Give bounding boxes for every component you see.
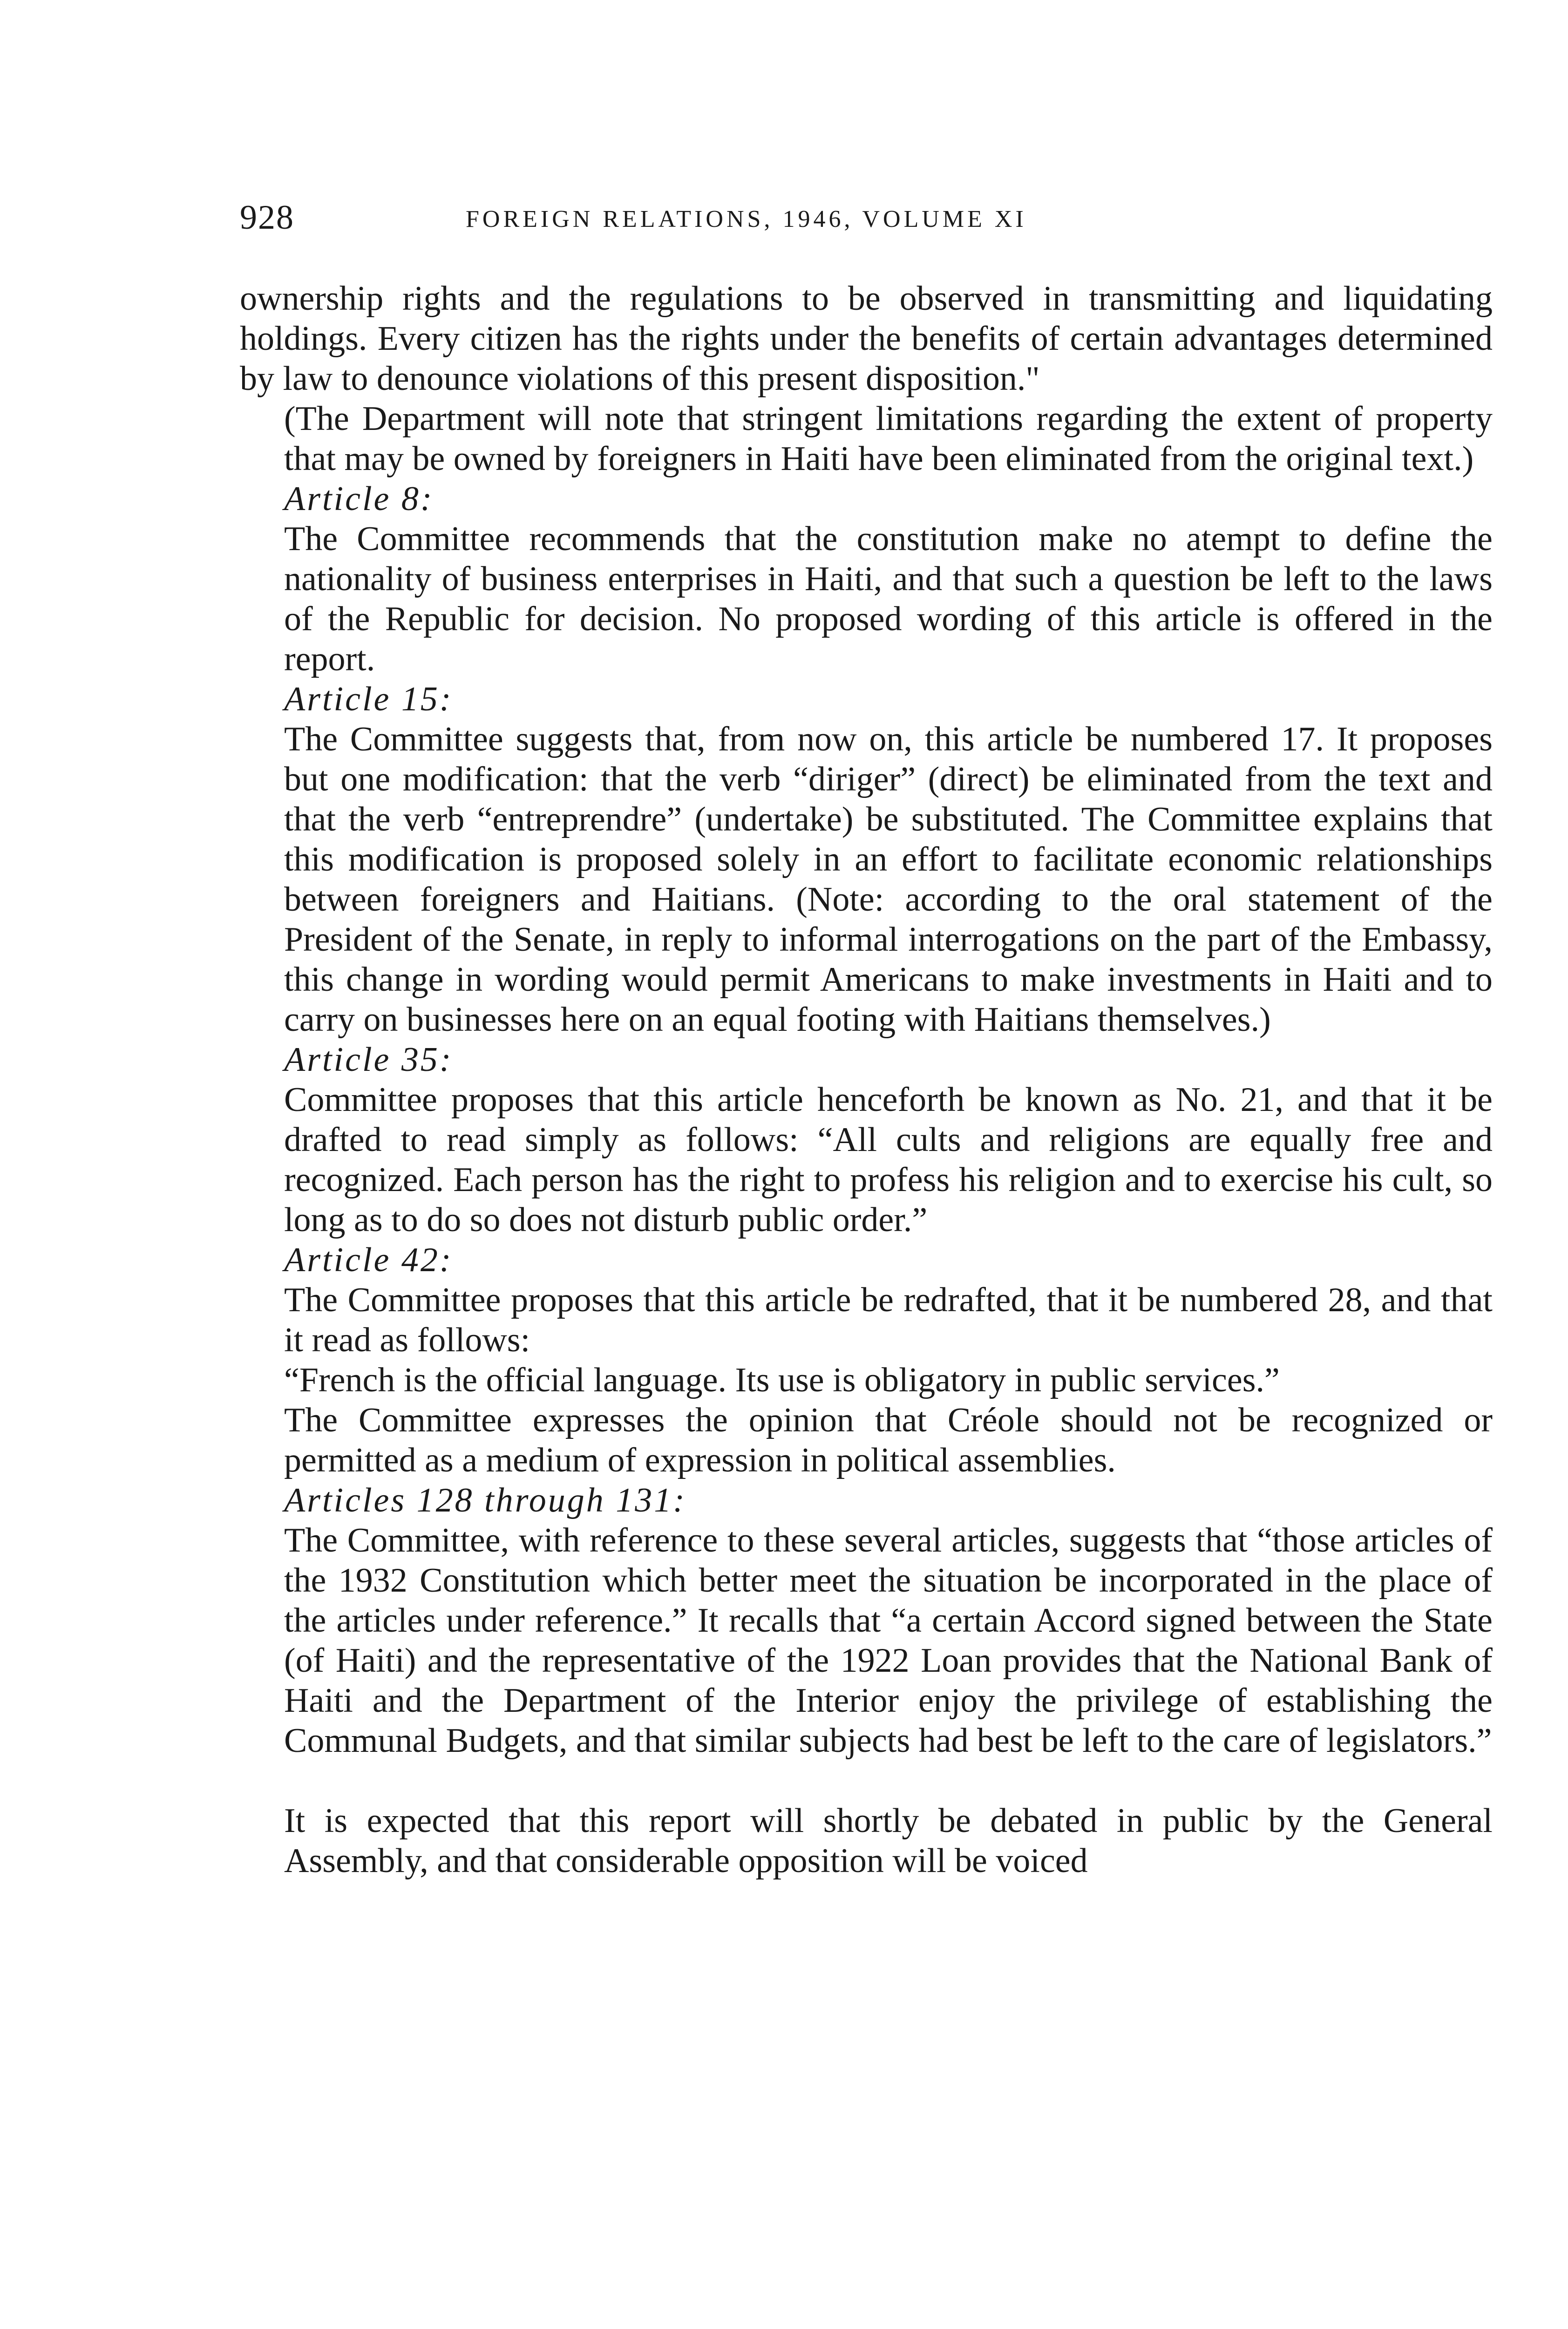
articles-128-131-heading: Articles 128 through 131: [284, 1481, 686, 1519]
paragraph-continuation: ownership rights and the regulations to be observed in transmitting and liquidating holdings. Every citizen has the rights under the benefits of certain advantages determined by law to denounce violations of this present disposition." [240, 279, 1493, 398]
article-35-text: Committee proposes that this article henceforth be known as No. 21, and that it be drafted to read simply as follows: “All cults and religions are equally free and recognized. Each person has the right to profess his religion and to exercise his cult, so long as to do so does not disturb public order.” [284, 1081, 1493, 1239]
article-42-opinion: The Committee expresses the opinion that Créole should not be recognized or permitted as a medium of expression in political assemblies. [284, 1401, 1493, 1479]
page-header [240, 198, 1493, 240]
article-42-quote: “French is the official language. Its use is obligatory in public services.” [284, 1361, 1280, 1399]
article-15-heading: Article 15: [284, 680, 453, 718]
paragraph-department-note: (The Department will note that stringent limitations regarding the extent of property that may be owned by foreigners in Haiti have been eliminated from the original text.) [284, 400, 1493, 478]
article-42-heading: Article 42: [284, 1241, 453, 1279]
article-8-heading: Article 8: [284, 480, 434, 518]
articles-128-131-text: The Committee, with reference to these several articles, suggests that “those articles of the 1932 Constitution which better meet the situation be incorporated in the place of the articles under reference.” It recalls that “a certain Accord signed between the State (of Haiti) and the representative of the 1922 Loan provides that the National Bank of Haiti and the Department of the Interior enjoy the privilege of establishing the Communal Budgets, and that similar subjects had best be left to the care of legislators.” [284, 1521, 1493, 1760]
article-15-text: The Committee suggests that, from now on, this article be numbered 17. It proposes but one modification: that the verb “diriger” (direct) be eliminated from the text and that the verb “entreprendre” (undertake) be substituted. The Committee explains that this modification is proposed solely in an effort to facilitate economic relationships between foreigners and Haitians. (Note: according to the oral statement of the President of the Senate, in reply to informal interrogations on the part of the Embassy, this change in wording would permit Americans to make investments in Haiti and to carry on businesses here on an equal footing with Haitians themselves.) [284, 720, 1493, 1039]
article-42-text: The Committee proposes that this article be redrafted, that it be numbered 28, and that it read as follows: [284, 1281, 1493, 1359]
running-title: FOREIGN RELATIONS, 1946, VOLUME XI [466, 206, 1027, 232]
article-8-text: The Committee recommends that the constitution make no atempt to define the nationality of business enterprises in Haiti, and that such a question be left to the laws of the Republic for decision. No proposed wording of this article is offered in the report. [284, 520, 1493, 678]
paragraph-final: It is expected that this report will shortly be debated in public by the General Assembly, and that considerable opposition will be voiced [284, 1802, 1493, 1880]
page-number: 928 [240, 198, 294, 237]
body-text [240, 279, 1493, 1881]
article-35-heading: Article 35: [284, 1041, 453, 1079]
